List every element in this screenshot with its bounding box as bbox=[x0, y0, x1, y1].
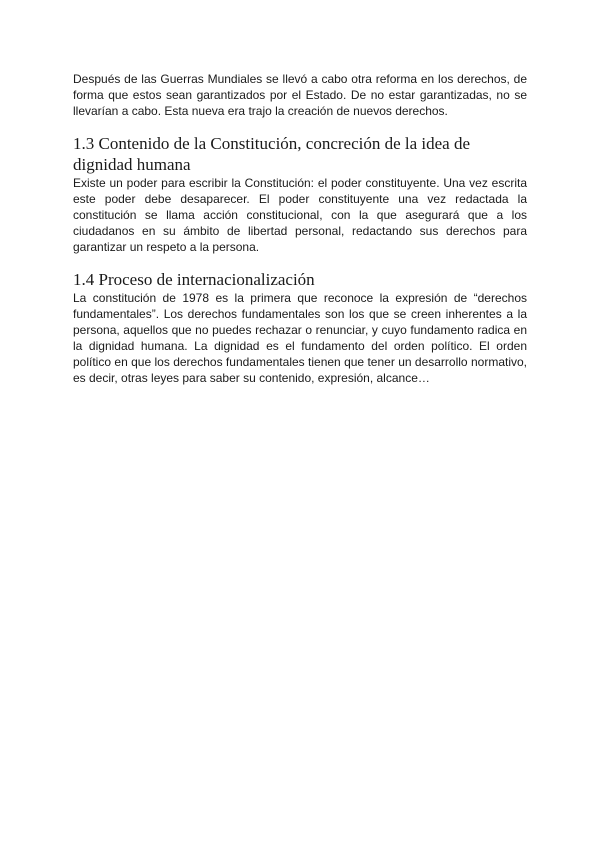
section-paragraph-1-4: La constitución de 1978 es la primera que reconoce la expresión de “derechos fundamentales”. Los derechos fundamentales son los que se creen inherentes a la persona, aquellos que no puedes rechazar o renunciar, y cuyo fundamento radica en la dignidad humana. La dignidad es el fundamento del orden político. El orden político en que los derechos fundamentales tienen que tener un desarrollo normativo, es decir, otras leyes para saber su contenido, expresión, alcance… bbox=[73, 291, 527, 385]
section-paragraph-1-3: Existe un poder para escribir la Constitución: el poder constituyente. Una vez escrita este poder debe desaparecer. El poder constituyente una vez redactada la constitución se llama acción constitucional, con la que asegurará que a los ciudadanos en su ámbito de libertad personal, redactando sus derechos para garantizar un respeto a la persona. bbox=[73, 176, 527, 254]
spacer bbox=[73, 119, 527, 133]
section-heading-1-4: 1.4 Proceso de internacionalización bbox=[73, 270, 315, 289]
section-heading-1-3: 1.3 Contenido de la Constitución, concreción de la idea de dignidad humana bbox=[73, 134, 471, 174]
spacer bbox=[73, 255, 527, 269]
intro-paragraph: Después de las Guerras Mundiales se llevó a cabo otra reforma en los derechos, de forma que estos sean garantizados por el Estado. De no estar garantizadas, no se llevarían a cabo. Esta nueva era trajo la creación de nuevos derechos. bbox=[73, 72, 527, 118]
document-body bbox=[73, 71, 527, 386]
